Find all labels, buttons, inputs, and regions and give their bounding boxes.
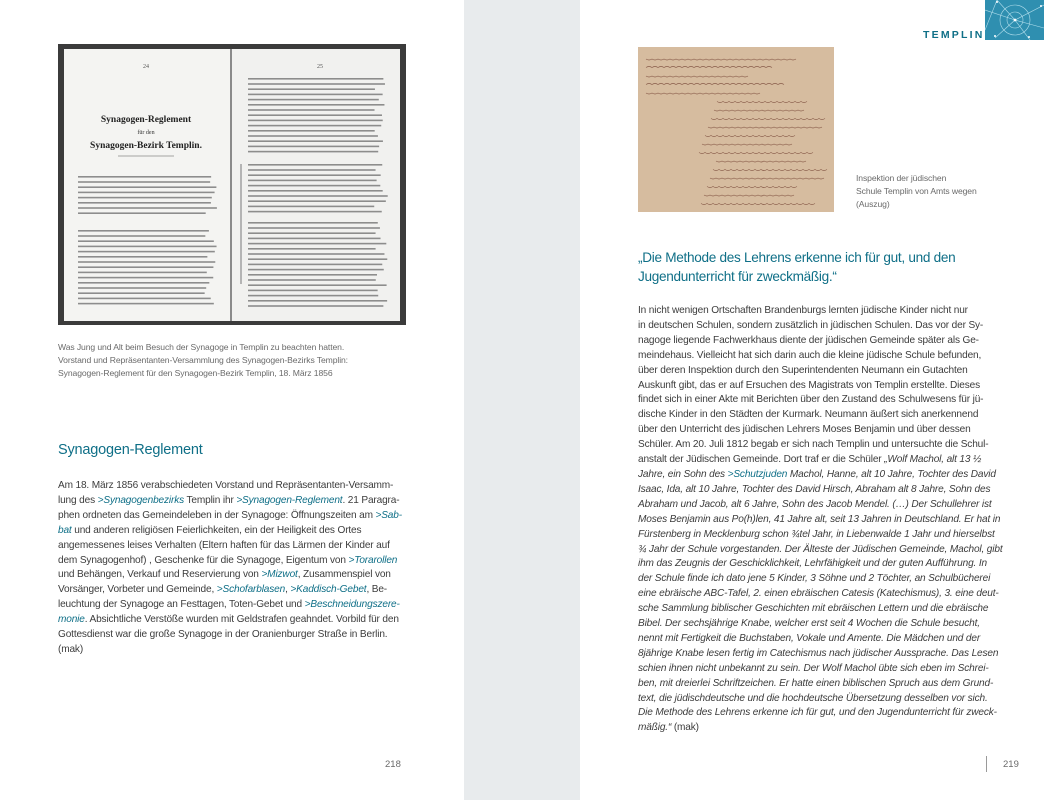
running-header: TEMPLIN (923, 29, 985, 41)
caption-line: Inspektion der jüdischen (856, 173, 947, 183)
text-line: über den Unterricht des jüdischen Lehrers Moses Benjamin und über dessen (638, 424, 971, 436)
scan-text-line (248, 99, 379, 101)
text-line: schien ihnen nicht unbekannt zu sein. Der Wolf Machol übte sich eben im Schrei- (638, 662, 989, 674)
synagogue-regulation-scan (58, 44, 406, 325)
scan-text-line (78, 303, 214, 305)
scan-text-line (248, 243, 386, 245)
scan-title-line-3: Synagogen-Bezirk Templin. (90, 141, 202, 151)
text-line: ¾ Jahr der Schule vorgestanden. Der Älteste der Jüdischen Gemeinde, Machol, gibt (638, 543, 1003, 555)
quote-heading (638, 248, 1018, 286)
text-line: Am 18. März 1856 verabschiedeten Vorstand und Repräsentanten-Versamm- (58, 480, 394, 491)
scan-text-line (248, 300, 387, 302)
handwritten-letter-image (638, 47, 834, 212)
scan-text-line (78, 298, 211, 300)
scan-text-line (248, 305, 383, 307)
text-line: anstalt der Jüdischen Gemeinde. Dort traf er die Schüler „Wolf Machol, alt 13 ½ (638, 454, 982, 466)
caption-line: Synagogen-Reglement für den Synagogen-Bezirk Templin, 18. März 1856 (58, 368, 333, 378)
scan-text-line (78, 212, 206, 214)
text-line: (mak) (58, 643, 84, 655)
scan-text-line (78, 230, 209, 232)
scan-text-line (248, 135, 378, 137)
scan-page-number-right: 25 (317, 64, 323, 70)
scan-text-line (78, 251, 215, 253)
text-line: In nicht wenigen Ortschaften Brandenburgs lernten jüdische Kinder nicht nur (638, 305, 968, 316)
text-line: sche Sammlung biblischer Geschichten mit ebräischen Lettern und die ebräische (638, 603, 989, 615)
scan-text-line (78, 261, 215, 263)
scan-text-line (78, 240, 214, 242)
quote-heading-line: Jugendunterricht für zweckmäßig.“ (638, 269, 837, 284)
scan-text-line (248, 238, 381, 240)
scan-text-line (248, 120, 383, 122)
scan-text-line (248, 125, 381, 127)
left-body-text (58, 479, 410, 658)
scan-text-line (248, 222, 378, 224)
scan-text-line (248, 253, 384, 255)
scan-text-line (248, 104, 384, 106)
scan-text-line (248, 185, 380, 187)
caption-line: Was Jung und Alt beim Besuch der Synagoge in Templin zu beachten hatten. (58, 342, 345, 352)
text-line: dem Synagogenhof) , Geschenke für die Synagoge, Eigentum von >Torarollen (58, 554, 398, 566)
scan-text-line (78, 181, 210, 183)
text-line: bat und anderen religiösen Feierlichkeiten, ein der Heiligkeit des Ortes (58, 524, 362, 536)
text-line: eine ebräische ABC-Tafel, 2. einen ebräischen Catesis (Katechismus), 3. eine deut- (638, 588, 999, 600)
scan-text-line (248, 269, 384, 271)
page-number-right: 219 (1003, 759, 1019, 770)
scan-text-line (248, 206, 374, 208)
scan-text-line (248, 195, 388, 197)
text-line: ihm das Zeugnis der Geschicklichkeit, Lehrfähigkeit und der guten Aufführung. In (638, 558, 987, 570)
text-line: in deutschen Schulen, sondern zusätzlich in jüdischen Schulen. Das vor der Sy- (638, 319, 984, 331)
scan-text-line (248, 211, 382, 213)
text-line: findet sich in einer Akte mit Berichten über den Zustand des Schulwesens für jü- (638, 394, 984, 406)
scan-text-line (78, 277, 213, 279)
scan-text-line (248, 78, 383, 80)
scan-text-line (78, 202, 211, 204)
network-pattern-icon (985, 0, 1044, 40)
left-page (0, 0, 464, 800)
text-line: Bibel. Der sechsjährige Knabe, welcher erst seit 4 Wochen die Schule besucht, (638, 618, 980, 630)
text-line: Isaac, Ida, alt 10 Jahre, Tochter des David Hirsch, Abraham alt 8 Jahre, Sohn des (638, 483, 991, 495)
folio-divider (986, 756, 987, 772)
scan-text-line (248, 295, 378, 297)
glossary-link-mizwot[interactable]: >Mizwot (261, 569, 298, 581)
scan-text-line (248, 180, 377, 182)
scan-text-line (248, 140, 383, 142)
right-page (580, 0, 1044, 800)
scan-text-line (248, 264, 382, 266)
scan-text-line (248, 200, 386, 202)
text-line: phen ordneten das Gemeindeleben in der Synagoge: Öffnungszeiten am >Sab- (58, 509, 402, 521)
letter-caption (856, 172, 996, 211)
scan-text-line (248, 114, 382, 116)
text-line: über deren Inspektion durch den Superintendenten Neumann ein Gutachten (638, 364, 968, 376)
scan-text-line (248, 274, 377, 276)
scan-text-line (78, 192, 215, 194)
text-line: monie. Absichtliche Verstöße wurden mit Geldstrafen geahndet. Vorbild für den (58, 614, 399, 626)
text-line: und Behängen, Verkauf und Reservierung von >Mizwot, Zusammenspiel von (58, 569, 391, 581)
scan-text-line (248, 164, 382, 166)
scan-text-line (248, 109, 375, 111)
page-number-left: 218 (385, 759, 401, 770)
text-line: text, die jüdischdeutsche und die hochdeutsche Übersetzung desselben vor sich. (638, 692, 988, 704)
scan-text-line (248, 88, 375, 90)
text-line: angemessenes leises Verhalten (Eltern haften für das Lärmen der Kinder auf (58, 539, 390, 551)
text-line: Fürstenberg in Mecklenburg schon ¾tel Jahr, in Liebenwalde 1 Jahr und hierselbst (638, 528, 995, 540)
text-line: mäßig.“ (mak) (638, 722, 699, 734)
caption-line: Schule Templin von Amts wegen (856, 186, 977, 196)
text-line: Die Methode des Lehrens erkenne ich für gut, und den Jugendunterricht für zweck- (638, 707, 997, 719)
scan-text-line (248, 227, 380, 229)
scan-text-line (248, 258, 387, 260)
scan-title-line-1: Synagogen-Reglement (100, 115, 192, 125)
glossary-link-kaddisch-gebet[interactable]: >Kaddisch-Gebet (290, 584, 367, 596)
glossary-link-beschneidungszeremonie[interactable]: >Beschneidungszere- (304, 599, 400, 611)
section-heading: Synagogen-Reglement (58, 442, 203, 458)
scan-text-line (248, 94, 383, 96)
text-line: Auskunft gibt, das er auf Ersuchen des Magistrats von Templin erstellte. Dieses (638, 379, 980, 391)
text-line: ben, mit dreierlei Schriftzeichen. Er hatte einen biblischen Spruch aus dem Grund- (638, 677, 994, 689)
scan-text-line (78, 282, 209, 284)
scan-text-line (78, 186, 216, 188)
scan-text-line (78, 287, 206, 289)
scan-text-line (78, 207, 217, 209)
inspection-letter-scan (638, 47, 834, 212)
scan-text-line (248, 279, 376, 281)
text-line: meindehaus. Vielleicht hat sich darin auch die kleine jüdische Schule befunden, (638, 349, 982, 361)
scan-text-line (78, 197, 212, 199)
scan-text-line (248, 248, 376, 250)
scanned-booklet-image (58, 44, 406, 325)
text-line: Gottesdienst war die große Synagoge in der Oranienburger Straße in Berlin. (58, 629, 388, 641)
glossary-link-beschneidungszeremonie-cont[interactable]: monie (58, 614, 85, 626)
text-line: dische Kinder in den Städten der Kurmark. Neumann äußert sich anerkennend (638, 409, 979, 421)
glossary-link-sabbat[interactable]: >Sab- (375, 509, 402, 521)
glossary-link-torarollen[interactable]: >Torarollen (348, 554, 398, 566)
glossary-link-synagogenbezirk[interactable]: >Synagogenbezirks (97, 494, 185, 506)
text-line: nennt mit Fertigkeit die Buchstaben, Vokale und Amente. Die Mädchen und der (638, 632, 981, 644)
glossary-link-synagogen-reglement[interactable]: >Synagogen-Reglement (236, 494, 343, 506)
scan-text-line (248, 146, 379, 148)
scan-text-line (248, 169, 376, 171)
scan-text-line (248, 290, 378, 292)
text-line: Jahre, ein Sohn des >Schutzjuden Machol, Hanne, alt 10 Jahre, Tochter des David (638, 468, 996, 480)
scan-text-line (248, 83, 385, 85)
right-body-text (638, 304, 1003, 736)
scan-text-line (78, 176, 211, 178)
scan-text-line (248, 190, 383, 192)
scan-text-line (78, 246, 217, 248)
text-line: der Schule finde ich dato jene 5 Kinder, 3 Söhne und 2 Töchter, an Schulbücherei (638, 573, 991, 585)
text-line: Abraham und Jacob, alt 6 Jahre, Sohn des Jacob Mendel. (…) Der Schullehrer ist (638, 498, 992, 510)
text-line: 8jährige Knabe lesen fertig im Catechismus nach jüdischer Aussprache. Das Lesen (638, 647, 999, 659)
glossary-link-sabbat-cont[interactable]: bat (58, 524, 72, 536)
glossary-link-schutzjuden[interactable]: >Schutzjuden (727, 468, 788, 480)
scan-text-line (248, 232, 376, 234)
glossary-link-schofarblasen[interactable]: >Schofarblasen (216, 584, 286, 596)
scan-text-line (248, 130, 375, 132)
scan-page-number-left: 24 (143, 64, 149, 70)
scan-text-line (248, 284, 387, 286)
scan-text-line (78, 256, 207, 258)
scan-text-line (78, 235, 205, 237)
caption-line: Vorstand und Repräsentanten-Versammlung des Synagogen-Bezirks Templin: (58, 355, 348, 365)
text-line: Moses Benjamin aus Po(h)len, 41 Jahre alt, seit 13 Jahren in Deutschland. Er hat in (638, 513, 1001, 525)
caption-line: (Auszug) (856, 199, 890, 209)
scan-text-line (78, 266, 213, 268)
scan-title-line-2: für den (137, 130, 155, 136)
scan-text-line (248, 174, 381, 176)
quote-heading-line: „Die Methode des Lehrens erkenne ich für gut, und den (638, 250, 956, 265)
scan-text-line (78, 292, 205, 294)
scan-text-line (248, 151, 378, 153)
scan-text-line (78, 272, 207, 274)
text-line: lung des >Synagogenbezirks Templin ihr >Synagogen-Reglement. 21 Paragra- (58, 494, 400, 506)
text-line: Schüler. Am 20. Juli 1812 begab er sich nach Templin und untersuchte die Schul- (638, 439, 989, 451)
text-line: nagoge liegende Fachwerkhaus diente der jüdischen Gemeinde später als Ge- (638, 334, 979, 346)
text-line: leuchtung der Synagoge an Festtagen, Toten-Gebet und >Beschneidungszere- (58, 599, 400, 611)
scan-caption (58, 341, 418, 380)
text-line: Vorsänger, Vorbeter und Gemeinde, >Schofarblasen, >Kaddisch-Gebet, Be- (58, 584, 388, 596)
